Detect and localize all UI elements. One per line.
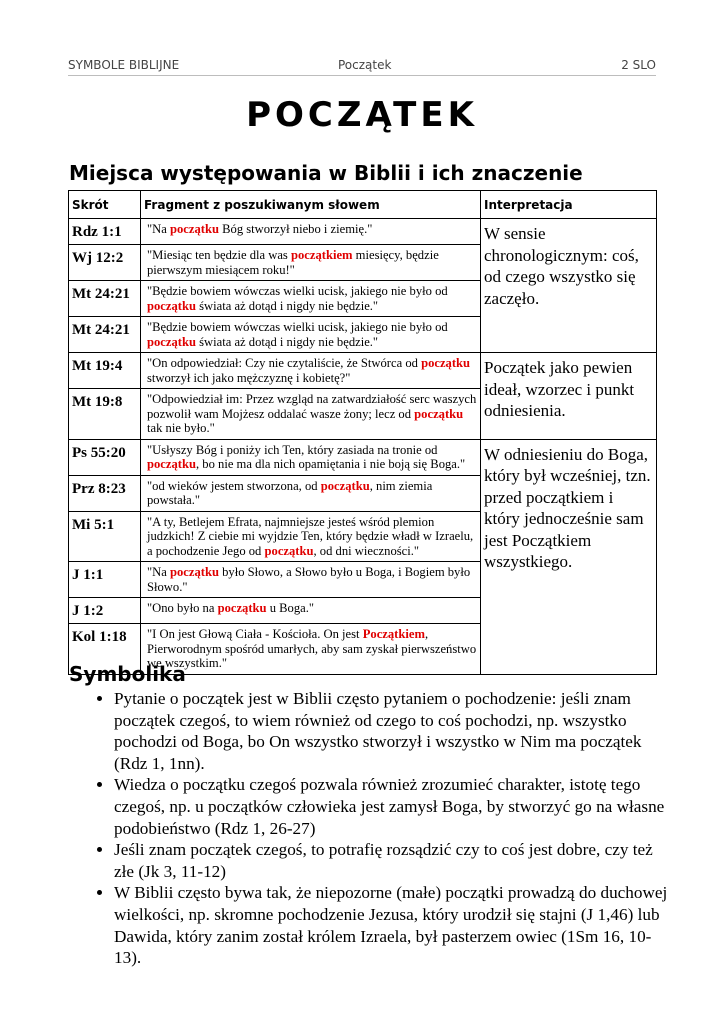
symbolika-list (92, 688, 674, 969)
fragment-text: świata aż dotąd i nigdy nie będzie." (195, 298, 379, 313)
fragment-text: świata aż dotąd i nigdy nie będzie." (195, 334, 379, 349)
ref-cell: J 1:2 (69, 598, 141, 624)
ref-cell: Ps 55:20 (69, 439, 141, 475)
fragment-cell (141, 281, 481, 317)
header-right: 2 SLO (621, 58, 656, 72)
highlighted-word: początku (169, 565, 219, 579)
highlighted-word: początku (421, 356, 471, 370)
fragment-text: "od wieków jestem stworzona, od (147, 478, 321, 493)
ref-cell: Rdz 1:1 (69, 219, 141, 245)
column-header-fragment: Fragment z poszukiwanym słowem (141, 191, 481, 219)
interpretation-cell: W sensie chronologicznym: coś, od czego wszystko się zaczęło. (481, 219, 657, 353)
ref-cell: Mt 24:21 (69, 281, 141, 317)
header-center: Początek (338, 58, 392, 72)
fragment-text: "Miesiąc ten będzie dla was (147, 248, 291, 262)
fragment-cell (141, 317, 481, 353)
fragment-cell (141, 389, 481, 440)
fragment-text: , bo nie ma dla nich opamiętania i nie boją się Boga." (195, 457, 466, 471)
fragment-cell (141, 511, 481, 562)
table-row (69, 439, 657, 475)
fragment-text: Bóg stworzył niebo i ziemię." (218, 222, 373, 236)
fragment-cell (141, 245, 481, 281)
fragment-text: "Odpowiedział im: Przez wzgląd na zatwardziałość serc waszych pozwolił wam Mojżesz oddalać wasze żony; lecz od (147, 392, 477, 421)
highlighted-word: Początkiem (362, 627, 425, 641)
header-divider (68, 75, 656, 76)
fragment-text: było Słowo, a Słowo było u Boga, i Bogiem było Słowo." (147, 565, 471, 594)
ref-cell: Mt 19:4 (69, 353, 141, 389)
fragment-text: "A ty, Betlejem Efrata, najmniejsze jesteś wśród plemion judzkich! Z ciebie mi wyjdzie Ten, który będzie władł w Izraelu, a pochodzenie Jego od (147, 514, 474, 558)
list-item: • Wiedza o początku czegoś pozwala również zrozumieć charakter, istotę tego czegoś, np. u początków człowieka jest zamysł Boga, by stworzyć go na własne podobieństwo (Rdz 1, 26-27) (114, 774, 674, 839)
ref-cell: Prz 8:23 (69, 475, 141, 511)
interpretation-cell: Początek jako pewien ideał, wzorzec i punkt odniesienia. (481, 353, 657, 440)
fragment-text: miesięcy, będzie pierwszym miesiącem roku!" (147, 248, 439, 277)
fragment-text: , Pierworodnym spośród umarłych, aby sam zyskał pierwszeństwo we wszystkim." (147, 627, 477, 670)
fragment-text: , od dni wieczności." (313, 543, 420, 558)
header-left: SYMBOLE BIBLIJNE (68, 58, 180, 72)
fragment-cell (141, 219, 481, 245)
fragment-text: tak nie było." (147, 421, 215, 435)
fragment-text: "Na (147, 565, 170, 579)
table-header-row (69, 191, 657, 219)
table-row (69, 353, 657, 389)
fragment-text: stworzył ich jako mężczyznę i kobietę?" (147, 370, 351, 385)
column-header-interpretation: Interpretacja (481, 191, 657, 219)
fragment-text: "On odpowiedział: Czy nie czytaliście, że Stwórca od (147, 356, 422, 370)
section-heading-occurrences: Miejsca występowania w Biblii i ich znaczenie (69, 161, 583, 185)
fragment-cell (141, 439, 481, 475)
interpretation-cell: W odniesieniu do Boga, który był wcześniej, tzn. przed początkiem i który jednocześnie sam jest Początkiem wszystkiego. (481, 439, 657, 674)
fragment-cell (141, 598, 481, 624)
column-header-ref: Skrót (69, 191, 141, 219)
ref-cell: Kol 1:18 (69, 624, 141, 675)
fragment-text: "Na (147, 222, 170, 236)
fragment-text: "Usłyszy Bóg i poniży ich Ten, który zasiada na tronie od (147, 442, 438, 457)
section-heading-symbolika: Symbolika (69, 662, 186, 686)
ref-cell: Wj 12:2 (69, 245, 141, 281)
page-header (68, 58, 656, 76)
fragment-text: "Ono było na (147, 601, 218, 615)
fragment-cell (141, 353, 481, 389)
page-title: POCZĄTEK (246, 95, 478, 135)
fragment-text: "I On jest Głową Ciała - Kościoła. On jest (147, 627, 363, 641)
list-item: • Jeśli znam początek czegoś, to potrafię rozsądzić czy to coś jest dobre, czy też złe (Jk 3, 11-12) (114, 839, 674, 882)
fragment-text: "Będzie bowiem wówczas wielki ucisk, jakiego nie było od (147, 320, 448, 334)
list-item: • Pytanie o początek jest w Biblii często pytaniem o pochodzenie: jeśli znam początek czegoś, to wiem również od czego to coś pochodzi, np. wszystko pochodzi od Boga, bo On wszystko stworzył i wszystko w Nim ma początek (Rdz 1, 1nn). (114, 688, 674, 774)
highlighted-word: początku (217, 601, 267, 615)
fragment-text: u Boga." (266, 601, 315, 615)
highlighted-word: początku (320, 478, 370, 493)
table-row (69, 219, 657, 245)
ref-cell: Mt 24:21 (69, 317, 141, 353)
fragment-cell (141, 624, 481, 675)
highlighted-word: początku (264, 543, 314, 558)
highlighted-word: początku (414, 406, 464, 421)
fragment-text: , nim ziemia powstała." (147, 478, 433, 507)
fragment-text: "Będzie bowiem wówczas wielki ucisk, jakiego nie było od (147, 284, 448, 298)
highlighted-word: początku (147, 334, 196, 349)
list-item: • W Biblii często bywa tak, że niepozorne (małe) początki prowadzą do duchowej wielkości, np. skromne pochodzenie Jezusa, który urodził się stajni (J 1,46) lub Dawida, który zanim został królem Izraela, był pasterzem owiec (1Sm 16, 10-13). (114, 882, 674, 968)
occurrences-table (68, 190, 657, 675)
fragment-cell (141, 562, 481, 598)
ref-cell: J 1:1 (69, 562, 141, 598)
highlighted-word: początkiem (290, 248, 353, 262)
highlighted-word: początku (147, 457, 196, 471)
ref-cell: Mt 19:8 (69, 389, 141, 440)
highlighted-word: początku (169, 222, 219, 236)
fragment-cell (141, 475, 481, 511)
ref-cell: Mi 5:1 (69, 511, 141, 562)
highlighted-word: początku (147, 298, 196, 313)
